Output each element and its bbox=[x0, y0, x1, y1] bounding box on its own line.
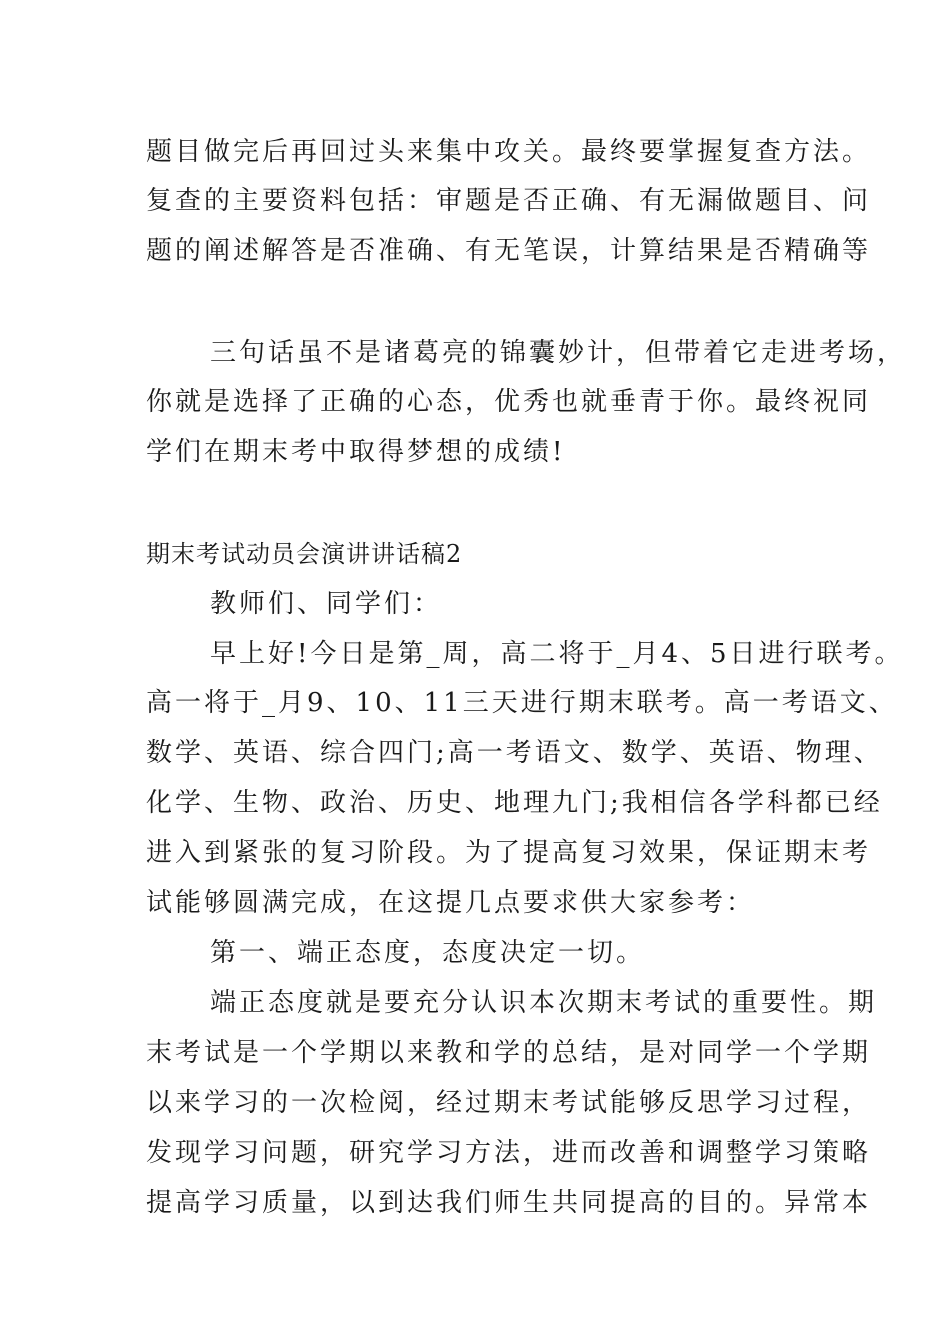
text-line: 题的阐述解答是否准确、有无笔误，计算结果是否精确等 bbox=[146, 236, 872, 266]
text-line: 你就是选择了正确的心态，优秀也就垂青于你。最终祝同 bbox=[146, 387, 872, 417]
text-line: 数学、英语、综合四门;高一考语文、数学、英语、物理、 bbox=[146, 738, 883, 768]
text-line: 学们在期末考中取得梦想的成绩! bbox=[146, 437, 566, 467]
text-line: 发现学习问题，研究学习方法，进而改善和调整学习策略 bbox=[146, 1138, 872, 1168]
text-line: 化学、生物、政治、历史、地理九门;我相信各学科都已经 bbox=[146, 788, 883, 818]
text-line: 复查的主要资料包括：审题是否正确、有无漏做题目、问 bbox=[146, 186, 872, 216]
section-heading: 期末考试动员会演讲讲话稿2 bbox=[146, 540, 463, 568]
point-heading: 第一、端正态度，态度决定一切。 bbox=[210, 938, 646, 968]
text-line: 题目做完后再回过头来集中攻关。最终要掌握复查方法。 bbox=[146, 137, 872, 167]
text-line: 端正态度就是要充分认识本次期末考试的重要性。期 bbox=[210, 988, 878, 1018]
text-line: 试能够圆满完成，在这提几点要求供大家参考： bbox=[146, 888, 756, 918]
text-line: 进入到紧张的复习阶段。为了提高复习效果，保证期末考 bbox=[146, 838, 872, 868]
text-line: 早上好!今日是第_周，高二将于_月4、5日进行联考。 bbox=[210, 639, 904, 669]
text-line: 提高学习质量，以到达我们师生共同提高的目的。异常本 bbox=[146, 1188, 872, 1218]
text-line: 三句话虽不是诸葛亮的锦囊妙计，但带着它走进考场， bbox=[210, 338, 907, 368]
text-line: 以来学习的一次检阅，经过期末考试能够反思学习过程， bbox=[146, 1088, 872, 1118]
text-line: 末考试是一个学期以来教和学的总结，是对同学一个学期 bbox=[146, 1038, 872, 1068]
text-line: 高一将于_月9、10、11三天进行期末联考。高一考语文、 bbox=[146, 688, 898, 718]
salutation: 教师们、同学们： bbox=[210, 589, 443, 619]
